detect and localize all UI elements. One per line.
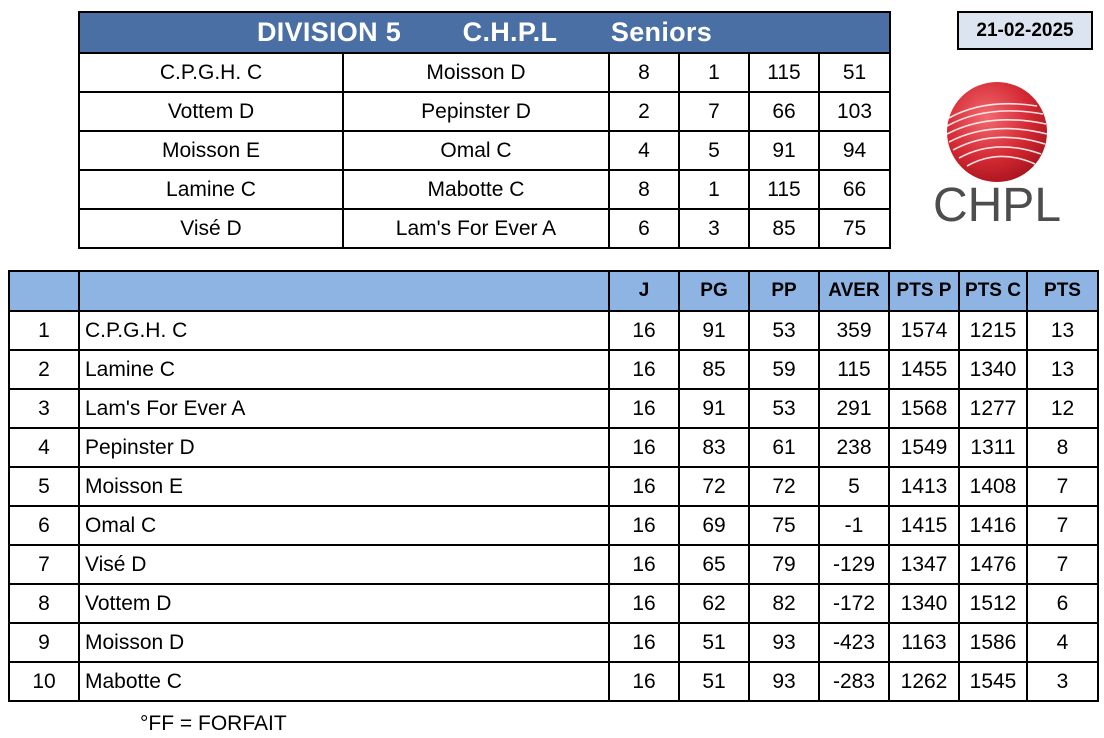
standings-body <box>9 311 1098 701</box>
pg-cell: 69 <box>679 506 749 545</box>
standings-row <box>9 350 1098 389</box>
team-cell: Lam's For Ever A <box>79 389 609 428</box>
standings-row <box>9 428 1098 467</box>
pts-p-cell: 1163 <box>889 623 959 662</box>
pts-p-cell: 1568 <box>889 389 959 428</box>
aver-cell: -129 <box>819 545 889 584</box>
standings-row <box>9 584 1098 623</box>
col-ptsp-header: PTS P <box>889 271 959 311</box>
team-cell: Mabotte C <box>79 662 609 701</box>
rank-cell: 9 <box>9 623 79 662</box>
home-points: 91 <box>749 131 819 170</box>
rank-cell: 3 <box>9 389 79 428</box>
footnote: °FF = FORFAIT <box>140 712 287 735</box>
aver-cell: -423 <box>819 623 889 662</box>
pts-p-cell: 1415 <box>889 506 959 545</box>
pts-p-cell: 1413 <box>889 467 959 506</box>
rank-header <box>9 271 79 311</box>
j-cell: 16 <box>609 389 679 428</box>
pp-cell: 53 <box>749 311 819 350</box>
away-wins: 1 <box>679 53 749 92</box>
pp-cell: 82 <box>749 584 819 623</box>
standings-row <box>9 311 1098 350</box>
pts-p-cell: 1340 <box>889 584 959 623</box>
results-body <box>79 53 890 248</box>
away-team: Omal C <box>343 131 609 170</box>
title-row <box>79 12 890 53</box>
result-row <box>79 209 890 248</box>
rank-cell: 7 <box>9 545 79 584</box>
pg-cell: 62 <box>679 584 749 623</box>
away-wins: 7 <box>679 92 749 131</box>
rank-cell: 6 <box>9 506 79 545</box>
pts-c-cell: 1311 <box>959 428 1027 467</box>
standings-row <box>9 662 1098 701</box>
away-wins: 1 <box>679 170 749 209</box>
team-cell: Omal C <box>79 506 609 545</box>
date-badge: 21-02-2025 <box>957 11 1093 50</box>
away-points: 103 <box>819 92 890 131</box>
pts-c-cell: 1512 <box>959 584 1027 623</box>
away-points: 75 <box>819 209 890 248</box>
home-wins: 6 <box>609 209 679 248</box>
j-cell: 16 <box>609 545 679 584</box>
pg-cell: 83 <box>679 428 749 467</box>
standings-row <box>9 506 1098 545</box>
away-wins: 5 <box>679 131 749 170</box>
result-row <box>79 170 890 209</box>
j-cell: 16 <box>609 662 679 701</box>
home-team: Vottem D <box>79 92 343 131</box>
standings-row <box>9 467 1098 506</box>
aver-cell: -283 <box>819 662 889 701</box>
home-wins: 8 <box>609 53 679 92</box>
team-cell: Lamine C <box>79 350 609 389</box>
col-ptsc-header: PTS C <box>959 271 1027 311</box>
pts-c-cell: 1586 <box>959 623 1027 662</box>
chpl-logo <box>925 78 1070 228</box>
pts-cell: 8 <box>1027 428 1098 467</box>
home-team: Visé D <box>79 209 343 248</box>
home-points: 85 <box>749 209 819 248</box>
away-team: Pepinster D <box>343 92 609 131</box>
pp-cell: 53 <box>749 389 819 428</box>
home-points: 115 <box>749 53 819 92</box>
away-wins: 3 <box>679 209 749 248</box>
pp-cell: 61 <box>749 428 819 467</box>
pp-cell: 93 <box>749 623 819 662</box>
pp-cell: 93 <box>749 662 819 701</box>
pts-cell: 3 <box>1027 662 1098 701</box>
col-pts-header: PTS <box>1027 271 1098 311</box>
away-team: Mabotte C <box>343 170 609 209</box>
pp-cell: 79 <box>749 545 819 584</box>
result-row <box>79 131 890 170</box>
home-wins: 4 <box>609 131 679 170</box>
pts-p-cell: 1549 <box>889 428 959 467</box>
team-cell: Vottem D <box>79 584 609 623</box>
pg-cell: 51 <box>679 623 749 662</box>
pts-cell: 12 <box>1027 389 1098 428</box>
standings-row <box>9 545 1098 584</box>
standings-row <box>9 623 1098 662</box>
pp-cell: 72 <box>749 467 819 506</box>
aver-cell: 238 <box>819 428 889 467</box>
pts-cell: 7 <box>1027 545 1098 584</box>
aver-cell: -1 <box>819 506 889 545</box>
division-label: DIVISION 5 <box>256 17 402 47</box>
pg-cell: 91 <box>679 311 749 350</box>
j-cell: 16 <box>609 311 679 350</box>
home-team: C.P.G.H. C <box>79 53 343 92</box>
home-team: Moisson E <box>79 131 343 170</box>
team-header <box>79 271 609 311</box>
rank-cell: 2 <box>9 350 79 389</box>
j-cell: 16 <box>609 350 679 389</box>
pg-cell: 85 <box>679 350 749 389</box>
col-pg-header: PG <box>679 271 749 311</box>
rank-cell: 10 <box>9 662 79 701</box>
col-pp-header: PP <box>749 271 819 311</box>
team-cell: Moisson D <box>79 623 609 662</box>
pg-cell: 65 <box>679 545 749 584</box>
results-table <box>78 11 891 249</box>
aver-cell: 115 <box>819 350 889 389</box>
pts-c-cell: 1476 <box>959 545 1027 584</box>
pts-cell: 4 <box>1027 623 1098 662</box>
home-team: Lamine C <box>79 170 343 209</box>
team-cell: Visé D <box>79 545 609 584</box>
pg-cell: 51 <box>679 662 749 701</box>
pts-cell: 13 <box>1027 350 1098 389</box>
pts-p-cell: 1455 <box>889 350 959 389</box>
away-team: Moisson D <box>343 53 609 92</box>
ball-icon <box>947 82 1047 182</box>
pts-p-cell: 1262 <box>889 662 959 701</box>
j-cell: 16 <box>609 428 679 467</box>
standings-row <box>9 389 1098 428</box>
team-cell: Moisson E <box>79 467 609 506</box>
pts-c-cell: 1340 <box>959 350 1027 389</box>
pg-cell: 91 <box>679 389 749 428</box>
pts-c-cell: 1545 <box>959 662 1027 701</box>
result-row <box>79 53 890 92</box>
pp-cell: 75 <box>749 506 819 545</box>
col-aver-header: AVER <box>819 271 889 311</box>
pp-cell: 59 <box>749 350 819 389</box>
pts-c-cell: 1277 <box>959 389 1027 428</box>
away-points: 66 <box>819 170 890 209</box>
home-wins: 8 <box>609 170 679 209</box>
j-cell: 16 <box>609 506 679 545</box>
standings-table <box>8 270 1099 702</box>
j-cell: 16 <box>609 584 679 623</box>
j-cell: 16 <box>609 467 679 506</box>
pts-cell: 6 <box>1027 584 1098 623</box>
rank-cell: 8 <box>9 584 79 623</box>
pts-c-cell: 1408 <box>959 467 1027 506</box>
pts-c-cell: 1215 <box>959 311 1027 350</box>
logo-text: CHPL <box>932 179 1062 228</box>
pts-c-cell: 1416 <box>959 506 1027 545</box>
away-points: 51 <box>819 53 890 92</box>
league-label: C.H.P.L <box>462 17 558 47</box>
col-j-header: J <box>609 271 679 311</box>
aver-cell: 291 <box>819 389 889 428</box>
home-points: 115 <box>749 170 819 209</box>
pts-p-cell: 1347 <box>889 545 959 584</box>
rank-cell: 5 <box>9 467 79 506</box>
category-label: Seniors <box>610 17 713 47</box>
team-cell: C.P.G.H. C <box>79 311 609 350</box>
team-cell: Pepinster D <box>79 428 609 467</box>
away-team: Lam's For Ever A <box>343 209 609 248</box>
home-wins: 2 <box>609 92 679 131</box>
j-cell: 16 <box>609 623 679 662</box>
pts-cell: 7 <box>1027 467 1098 506</box>
pts-p-cell: 1574 <box>889 311 959 350</box>
rank-cell: 4 <box>9 428 79 467</box>
standings-header-row <box>9 271 1098 311</box>
away-points: 94 <box>819 131 890 170</box>
pts-cell: 7 <box>1027 506 1098 545</box>
home-points: 66 <box>749 92 819 131</box>
pts-cell: 13 <box>1027 311 1098 350</box>
division-title <box>79 12 890 53</box>
aver-cell: -172 <box>819 584 889 623</box>
pg-cell: 72 <box>679 467 749 506</box>
result-row <box>79 92 890 131</box>
rank-cell: 1 <box>9 311 79 350</box>
aver-cell: 359 <box>819 311 889 350</box>
aver-cell: 5 <box>819 467 889 506</box>
